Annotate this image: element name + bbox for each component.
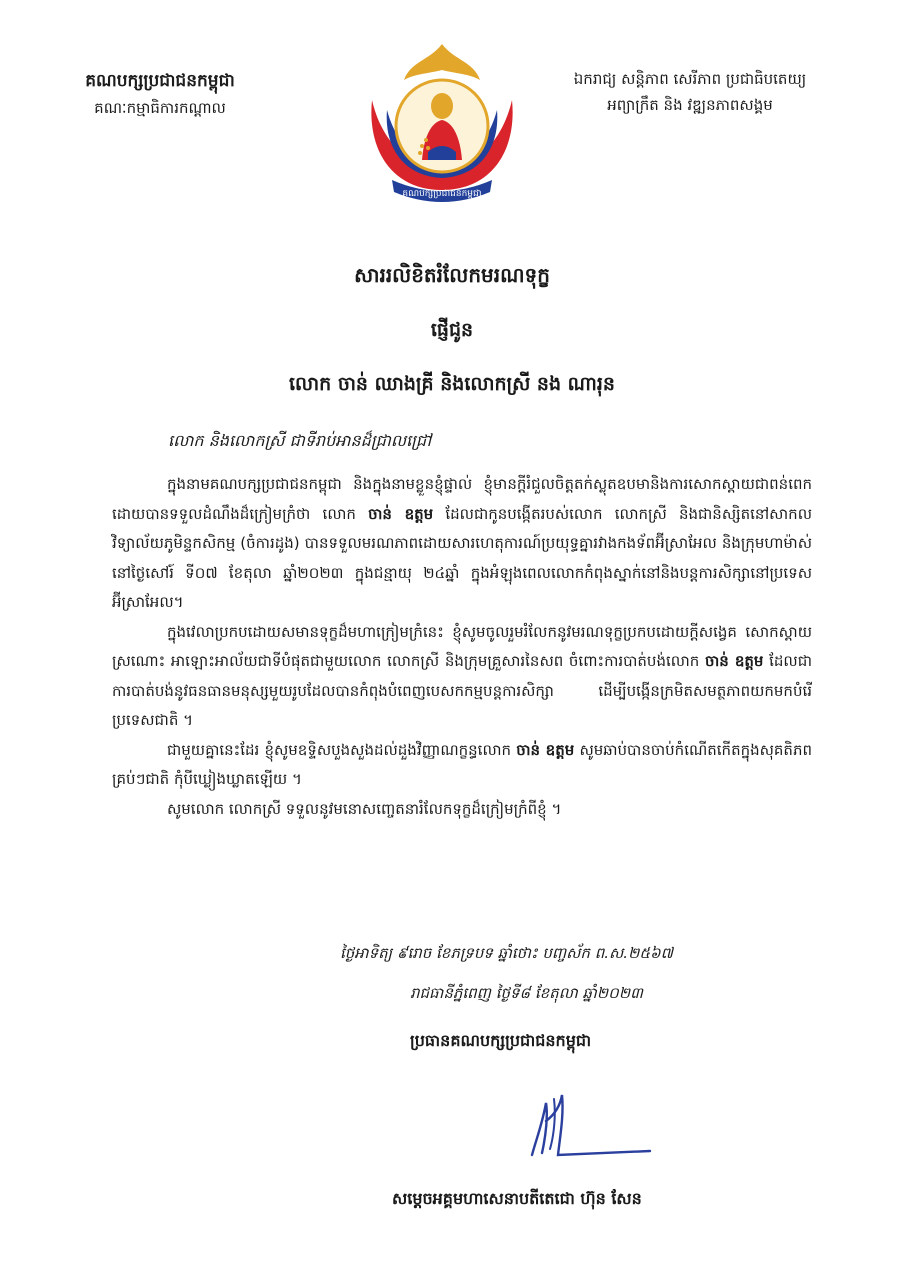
signature <box>520 1085 660 1165</box>
party-logo <box>362 40 522 210</box>
deceased-name: ចាន់ ឧត្តម <box>516 740 575 759</box>
letter-title: សាររលិខិតរំលែកមរណទុក្ខ <box>354 263 550 287</box>
party-name: គណបក្សប្រជាជនកម្ពុជា <box>85 71 235 91</box>
recipients: លោក ចាន់ ឈាងគ្រី និងលោកស្រី នង ណារុន <box>289 373 615 395</box>
party-emblem-icon <box>362 40 522 210</box>
sent-to-label: ផ្ញើជូន <box>430 319 474 341</box>
salutation: លោក និងលោកស្រី ជាទីរាប់អានដ៏ជ្រាលជ្រៅ <box>168 431 432 450</box>
national-motto-line2: អព្យាក្រឹត និង វឌ្ឍនភាពសង្គម <box>607 96 773 114</box>
signature-icon <box>520 1085 660 1165</box>
signer-name: សម្តេចអគ្គមហាសេនាបតីតេជោ ហ៊ុន សែន <box>392 1189 642 1208</box>
paragraph-2: ក្នុងវេលាប្រកបដោយសមានទុក្ខដ៏មហាក្រៀមក្រំនេះ ខ្ញុំសូមចូលរួមរំលែកនូវមរណទុក្ខប្រកបដោយក្តីសង្វេគ សោកស្តាយ ស្រណោះ អាឡោះអាល័យជាទីបំផុតជាមួយលោក លោកស្រី និងក្រុមគ្រួសារនៃសព ចំពោះការបាត់បង់លោក ចាន់ ឧត្តម ដែលជាការបាត់បង់នូវធនធានមនុស្សមួយរូបដែលបានកំពុងបំពេញបេសកកម្មបន្តការសិក្សា ដើម្បីបង្កើនក្រមិតសមត្ថភាពយកមកបំរើប្រទេសជាតិ ។ <box>112 622 812 729</box>
deceased-name: ចាន់ ឧត្តម <box>368 504 434 523</box>
paragraph-4: សូមលោក លោកស្រី ទទួលនូវមនោសញ្ចេតនារំលែកទុក្ខដ៏ក្រៀមក្រំពីខ្ញុំ ។ <box>167 799 562 818</box>
header-right <box>540 70 840 118</box>
letter-body <box>112 470 812 824</box>
deceased-name: ចាន់ ឧត្តម <box>704 652 764 670</box>
svg-text:គណបក្សប្រជាជនកម្ពុជា: គណបក្សប្រជាជនកម្ពុជា <box>402 189 482 199</box>
signer-title: ប្រធានគណបក្សប្រជាជនកម្ពុជា <box>410 1031 592 1050</box>
paragraph-1: ក្នុងនាមគណបក្សប្រជាជនកម្ពុជា និងក្នុងនាមខ្លួនខ្ញុំផ្ទាល់ ខ្ញុំមានក្តីរំជួលចិត្តតក់ស្លុតឧបមានិងការសោកស្តាយជាពន់ពេក ដោយបានទទួលដំណឹងដ៏ក្រៀមក្រំថា លោក ចាន់ ឧត្តម ដែលជាកូនបង្កើតរបស់លោក លោកស្រី និងជានិស្សិតនៅសាកលវិទ្យាល័យភូមិន្ទកសិកម្ម (ចំការដូង) បានទទួលមរណភាពដោយសារហេតុការណ៍ប្រយុទ្ធគ្នារវាងកងទ័ពអ៊ីស្រាអែល និងក្រុមហាម៉ាស់ នៅថ្ងៃសៅរ៍ ទី០៧ ខែតុលា ឆ្នាំ២០២៣ ក្នុងជន្មាយុ ២៤ឆ្នាំ ក្នុងអំឡុងពេលលោកកំពុងស្នាក់នៅនិងបន្តការសិក្សានៅប្រទេសអ៊ីស្រាអែល។ <box>112 475 812 611</box>
header-left <box>50 70 270 121</box>
paragraph-3: ជាមួយគ្នានេះដែរ ខ្ញុំសូមឧទ្ទិសបួងសួងដល់ដួងវិញ្ញាណក្ខន្ធលោក ចាន់ ឧត្តម សូមឆាប់បានចាប់កំណើតកើតក្នុងសុគតិភពគ្រប់ៗជាតិ កុំបីឃ្លៀងឃ្លាតឡើយ ។ <box>112 740 812 788</box>
central-committee: គណៈកម្មាធិការកណ្តាល <box>94 99 226 117</box>
lunar-date: ថ្ងៃអាទិត្យ ៩រោច ខែភទ្របទ ឆ្នាំថោះ បញ្ចស័ក ព.ស.២៥៦៧ <box>340 944 673 962</box>
place-date: រាជធានីភ្នំពេញ ថ្ងៃទី៨ ខែតុលា ឆ្នាំ២០២៣ <box>410 984 643 1002</box>
national-motto-line1: ឯករាជ្យ សន្តិភាព សេរីភាព ប្រជាធិបតេយ្យ <box>573 70 807 88</box>
